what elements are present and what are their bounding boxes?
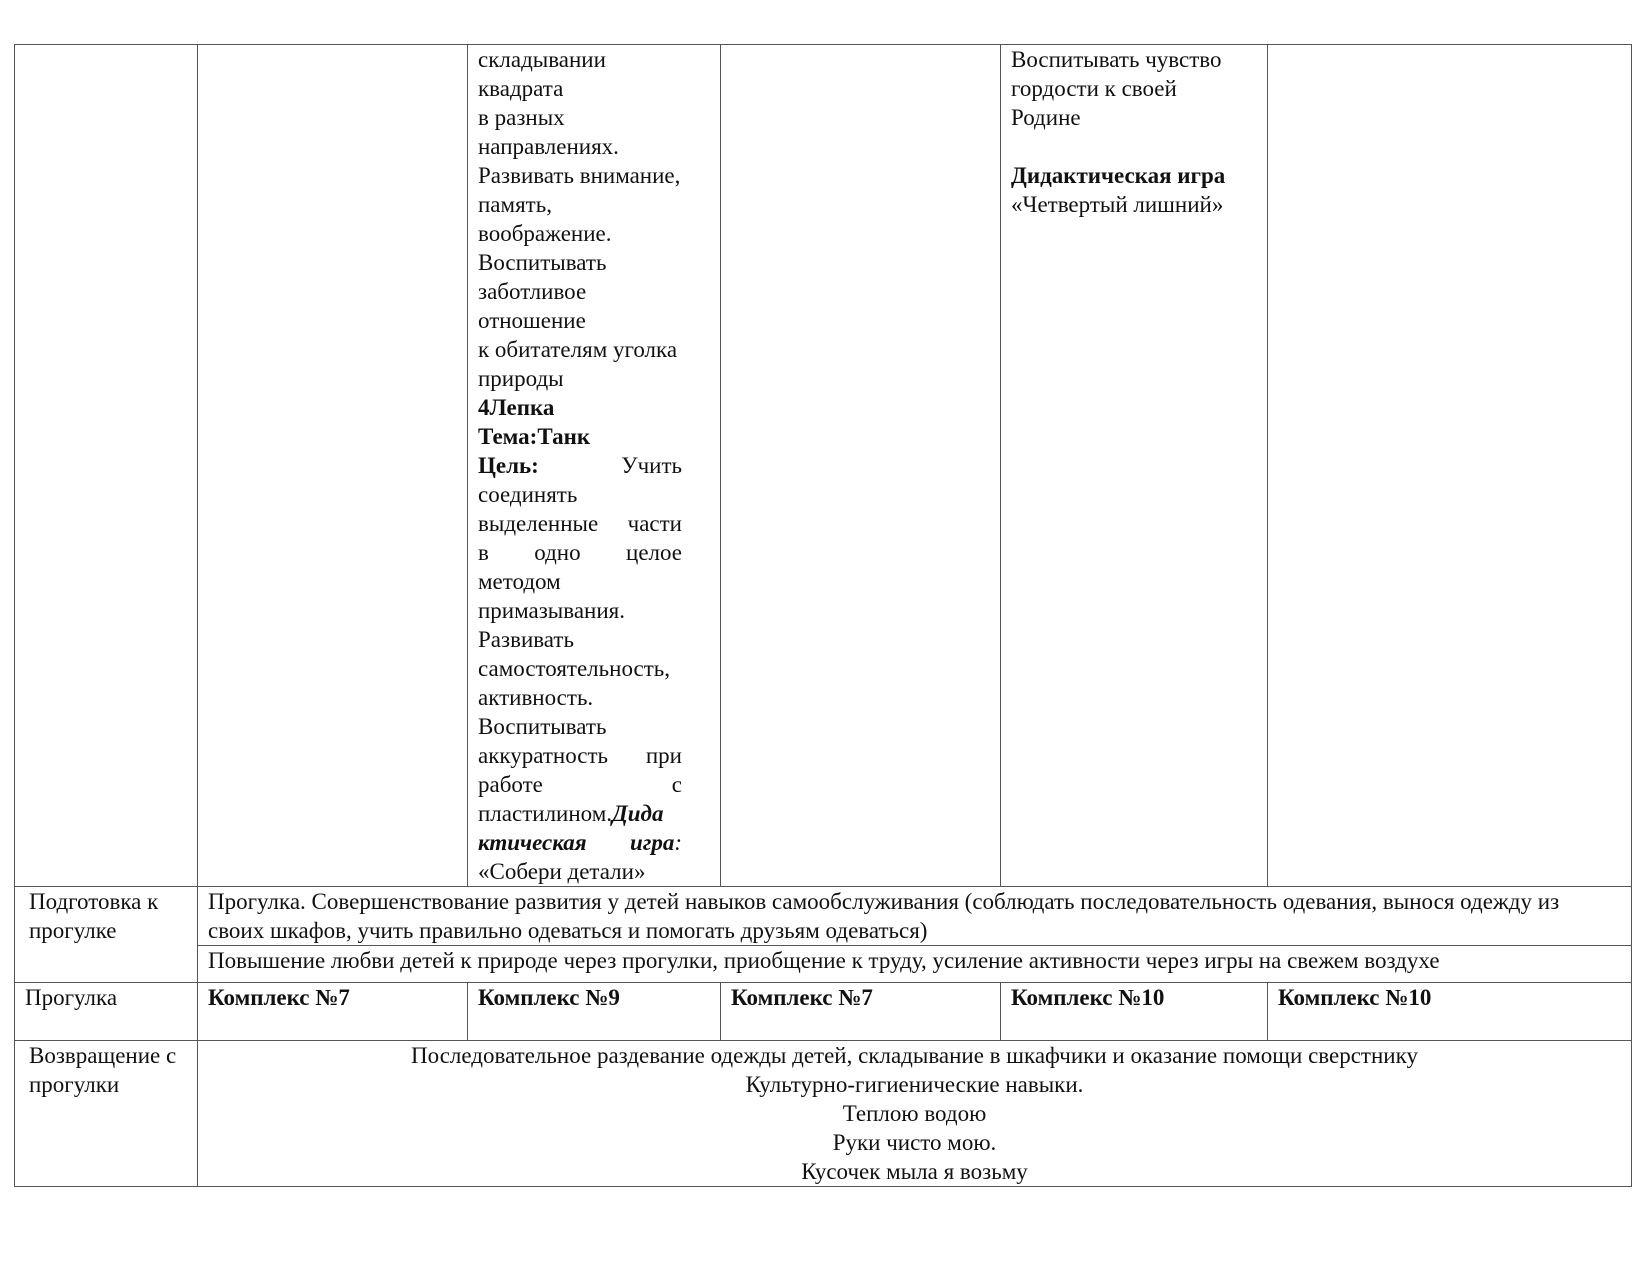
game-name: «Собери детали» [478, 859, 646, 884]
spacer [1011, 132, 1257, 161]
prep-text-cell: Прогулка. Совершенствование развития у детей навыков самообслуживания (соблюдать последовательность одевания, вынося одежду из своих шкафов, учить правильно одеваться и помогать друзьям одеваться) [198, 887, 1632, 946]
goal-line [478, 451, 682, 480]
text-line: направлениях. [478, 134, 619, 159]
row-label-cell [15, 45, 198, 887]
prep-text-cell: Повышение любви детей к природе через прогулки, приобщение к труду, усиление активности через игры на свежем воздухе [198, 946, 1632, 983]
table-cell [198, 45, 468, 887]
text-line: Воспитывать [478, 250, 607, 275]
didactic-game-label: Дидактическая игра [1011, 163, 1226, 188]
complex-cell: Комплекс №10 [1268, 983, 1632, 1041]
text-line: соединять [478, 482, 578, 507]
word: при [645, 743, 682, 768]
didactic-label-part: Дида [612, 801, 664, 826]
activity-cell [468, 45, 721, 887]
goal-word: Учить [621, 453, 682, 478]
table-row [15, 1041, 1632, 1187]
complex-cell: Комплекс №10 [1001, 983, 1268, 1041]
didactic-label-part: игра [630, 830, 675, 855]
return-text-cell [198, 1041, 1632, 1187]
justified-line [478, 538, 682, 567]
word: целое [626, 540, 682, 565]
text-line: активность. [478, 685, 594, 710]
word: одно [534, 540, 581, 565]
poem-line: Кусочек мыла я возьму [801, 1159, 1028, 1184]
text-line: самостоятельность, [478, 656, 671, 681]
table-row [15, 983, 1632, 1041]
word: работе [478, 772, 543, 797]
text-line: примазывания. [478, 598, 625, 623]
justified-line [478, 509, 682, 538]
plan-table [14, 44, 1632, 1187]
word: в [478, 540, 489, 565]
text-line: Культурно-гигиенические навыки. [745, 1072, 1084, 1097]
lepka-title: 4Лепка [478, 395, 555, 420]
poem-line: Теплою водою [842, 1101, 987, 1126]
text-line: гордости к своей [1011, 76, 1177, 101]
complex-cell: Комплекс №7 [721, 983, 1001, 1041]
word: аккуратность [478, 743, 609, 768]
text-line: заботливое отношение [478, 279, 587, 333]
text-line: методом [478, 569, 561, 594]
text-line: природы [478, 366, 564, 391]
word: выделенные [478, 511, 599, 536]
table-row [15, 946, 1632, 983]
justified-line [478, 741, 682, 770]
lepka-theme: Тема:Танк [478, 424, 591, 449]
row-label-cell: Подготовка к прогулке [15, 887, 198, 983]
table-row [15, 45, 1632, 887]
word: с [671, 772, 682, 797]
table-cell [1268, 45, 1632, 887]
table-row [15, 887, 1632, 946]
didactic-game-name: «Четвертый лишний» [1011, 192, 1224, 217]
text-line: память, воображение. [478, 192, 612, 246]
justified-line [478, 770, 682, 799]
table-cell [721, 45, 1001, 887]
text-line: Воспитывать [478, 714, 607, 739]
word: части [627, 511, 682, 536]
didactic-label-part: ктическая [478, 830, 587, 855]
text-line: Родине [1011, 105, 1081, 130]
text-line: Воспитывать чувство [1011, 47, 1222, 72]
colon: : [674, 830, 682, 855]
complex-cell: Комплекс №9 [468, 983, 721, 1041]
poem-line: Руки чисто мою. [832, 1130, 997, 1155]
goals-cell [1001, 45, 1268, 887]
text-line: в разных [478, 105, 565, 130]
text-line: Последовательное раздевание одежды детей, складывание в шкафчики и оказание помощи сверстнику [411, 1043, 1418, 1068]
row-label-cell: Прогулка [15, 983, 198, 1041]
text-line: к обитателям уголка [478, 337, 678, 362]
text-line: складывании квадрата [478, 47, 606, 101]
complex-cell: Комплекс №7 [198, 983, 468, 1041]
justified-line [478, 828, 682, 857]
didactic-label-end [630, 828, 682, 857]
text-line [478, 799, 682, 828]
row-label-cell: Возвращение с прогулки [15, 1041, 198, 1187]
goal-label: Цель: [478, 453, 539, 478]
text-line: Развивать внимание, [478, 163, 681, 188]
plasticine-text: пластилином. [478, 801, 613, 826]
text-line: Развивать [478, 627, 574, 652]
